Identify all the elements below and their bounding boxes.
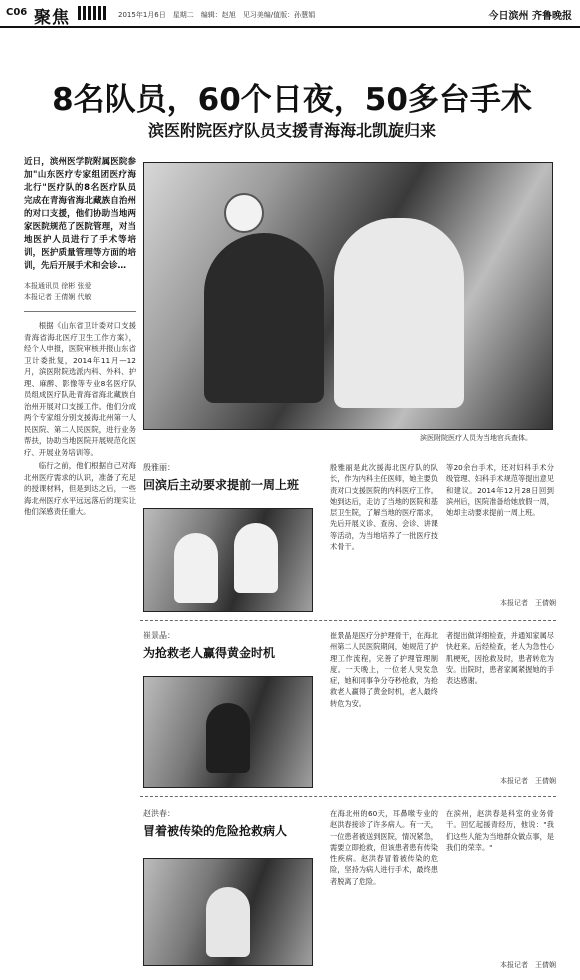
text-column: 者提出做详细检查，并通知家属尽快赶来。后经检查，老人为急性心肌梗死，因抢救及时，患者转危为安。出院时，患者家属紧握她的手表达感谢。 — [446, 631, 554, 686]
section-divider — [140, 796, 556, 797]
body-paragraph: 根据《山东省卫计委对口支援青海省海北医疗卫生工作方案》，经个人申报，医院审核并报山东省卫计委批复，2014年11月—12月，滨医附院选派内科、外科、护理、麻醉、影像等专业8名医疗队员组成医疗队赴青海省海北藏族自治州开展对口支援工作。他们分成两个专家组分别支援海北州第一人民医院、第二人民医院，进行业务帮扶，协助当地医院开展规范化医疗、开展业务培训等。 — [24, 321, 136, 457]
section-divider — [140, 620, 556, 621]
exam-lamp-figure — [224, 193, 264, 233]
page-number: C06 — [6, 7, 28, 18]
sub-title: 回滨后主动要求提前一周上班 — [143, 478, 300, 492]
byline-correspondent: 本报通讯员 徐彬 张爱 — [24, 282, 92, 290]
portrait-figure — [206, 887, 250, 957]
doctor-figure — [334, 218, 464, 408]
sub-title: 为抢救老人赢得黄金时机 — [143, 646, 276, 660]
divider — [24, 311, 136, 312]
photo-surgery — [143, 508, 313, 612]
author-credit: 本报记者 王倩娴 — [500, 777, 556, 785]
section-title: 聚焦 — [34, 8, 70, 28]
text-column: 等20余台手术，还对妇科手术分级管理、妇科手术规范等提出意见和建议。2014年12月28日回到滨州后，医院准备给她放假一周，她却主动要求提前一周上班。 — [446, 463, 554, 518]
sub-section-2-heading — [143, 630, 313, 661]
portrait-figure — [206, 703, 250, 773]
photo-portrait-cui — [143, 676, 313, 788]
left-column — [24, 156, 136, 520]
photo-caption: 滨医附院医疗人员为当地官兵查体。 — [420, 434, 532, 442]
text-column: 崔景晶是医疗分护理骨干，在海北州第二人民医院期间，她规范了护理工作流程，完善了护理管理制度。一天晚上，一位老人突发急症，她和同事争分夺秒抢救，为抢救老人赢得了黄金时机，老人最终转危为安。 — [330, 631, 438, 708]
section-bar-ornament — [78, 6, 106, 20]
text-column: 在滨州，赵洪春是科室的业务骨干。回忆起援青经历，他说："我们这些人能为当地群众做点事，是我们的荣幸。" — [446, 809, 554, 852]
sub-section-1-heading — [143, 462, 313, 493]
sub-kicker: 殷雅丽： — [143, 463, 175, 472]
byline-reporter: 本报记者 王倩娴 代敏 — [24, 293, 92, 301]
surgeon-figure — [174, 533, 218, 603]
lead-paragraph: 近日，滨州医学院附属医院参加"山东医疗专家组团医疗海北行"医疗队的8名医疗队员完成在青海省海北藏族自治州的对口支援，他们协助当地两家医院规范了医院管理，对当地医护人员进行了手术等培训，医护质量管理等方面的培训，先后开展手术和会诊… — [24, 157, 136, 271]
author-credit: 本报记者 王倩娴 — [500, 961, 556, 969]
photo-portrait-zhao — [143, 858, 313, 966]
surgeon-figure — [234, 523, 278, 593]
text-column: 殷雅丽是此次援海北医疗队的队长，作为内科主任医师，她主要负责对口支援医院的内科医疗工作。她到达后，走访了当地的医院和基层卫生院，了解当地的医疗需求，先后开展义诊、查房、会诊、讲课等活动，为当地培养了一批医疗技术骨干。 — [330, 463, 438, 552]
main-photo — [143, 162, 553, 430]
sub-kicker: 崔景晶： — [143, 631, 175, 640]
paper-name: 今日滨州 齐鲁晚报 — [488, 11, 572, 22]
masthead — [0, 0, 580, 28]
text-column: 在海北州的60天，耳鼻喉专业的赵洪春接诊了许多病人。有一天，一位患者被送到医院，情况紧急，需要立即抢救，但该患者患有传染性疾病。赵洪春冒着被传染的危险，坚持为病人进行手术，最终患者脱离了危险。 — [330, 809, 438, 886]
soldier-figure — [204, 233, 324, 403]
sub-section-3-heading — [143, 808, 313, 839]
body-paragraph: 临行之前，他们根据自己对海北州医疗需求的认识，准备了充足的授课材料，但是到达之后，一些海北州医疗水平远远落后的现实让他们深感责任重大。 — [24, 461, 136, 516]
subheadline: 滨医附院医疗队员支援青海海北凯旋归来 — [147, 121, 436, 140]
sub-kicker: 赵洪春： — [143, 809, 175, 818]
headline: 8名队员，60个日夜，50多台手术 — [52, 82, 532, 118]
issue-info: 2015年1月6日 星期二 编辑：赵旭 见习美编/值版：孙慧娟 — [118, 11, 316, 19]
sub-title: 冒着被传染的危险抢救病人 — [143, 824, 288, 838]
author-credit: 本报记者 王倩娴 — [500, 599, 556, 607]
